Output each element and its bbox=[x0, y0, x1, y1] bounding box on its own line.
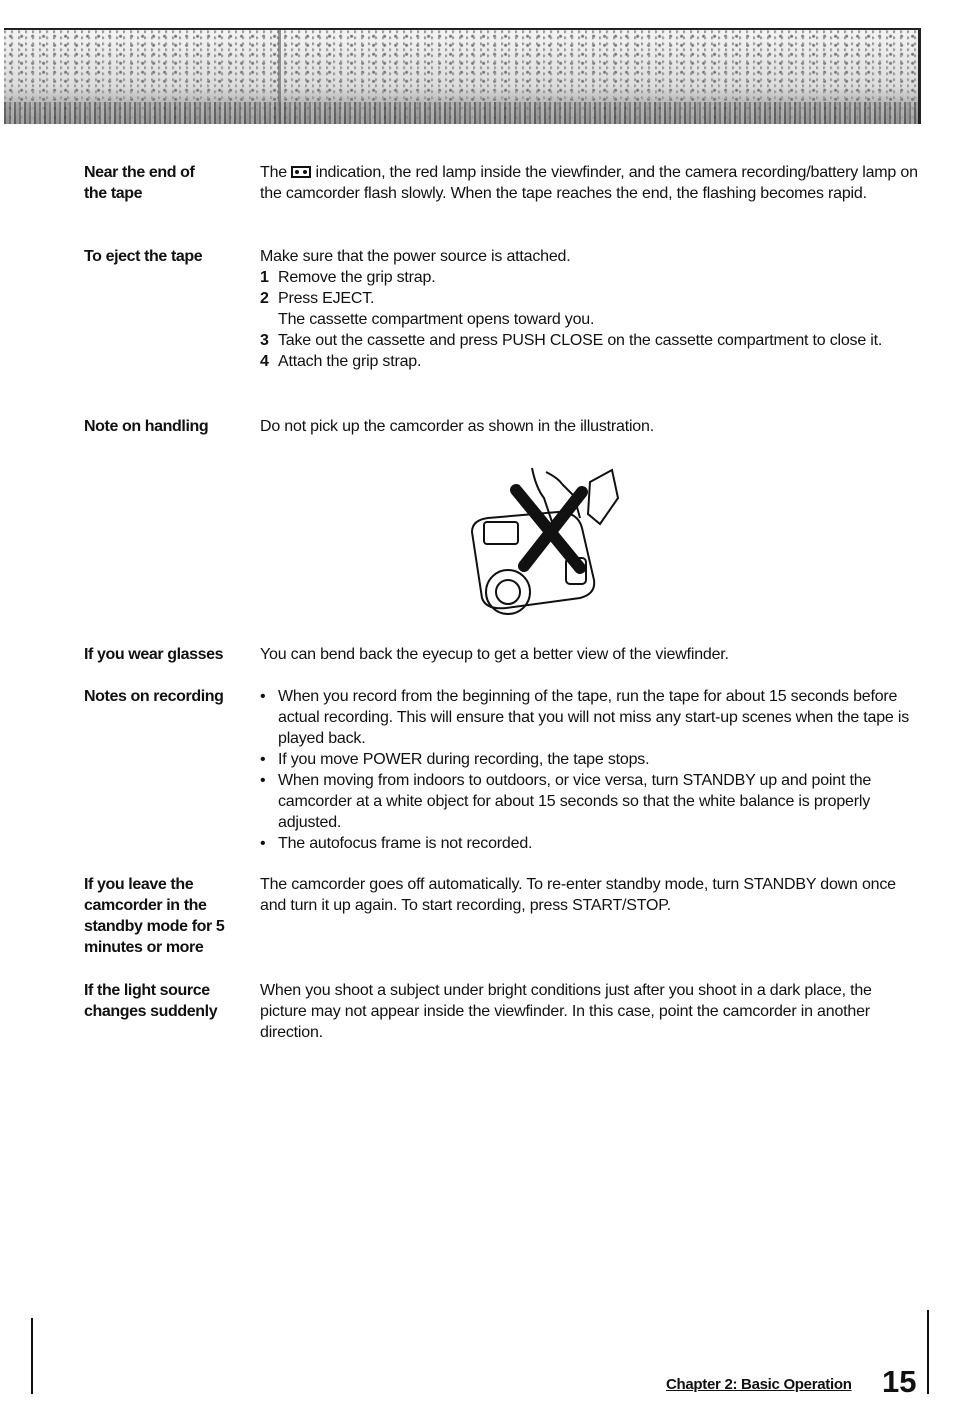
body-text: When you shoot a subject under bright conditions just after you shoot in a dark place, the picture may not appear inside the viewfinder. In this case, point the camcorder in another direction. bbox=[260, 982, 872, 1041]
step-item bbox=[260, 309, 920, 330]
section-label: Near the end of the tape bbox=[84, 164, 195, 202]
section-label: Note on handling bbox=[84, 418, 209, 435]
body-text: The camcorder goes off automatically. To re-enter standby mode, turn STANDBY down once and turn it up again. To start recording, press START/STOP. bbox=[260, 876, 896, 914]
section-label: Notes on recording bbox=[84, 688, 224, 705]
body-text: You can bend back the eyecup to get a better view of the viewfinder. bbox=[260, 646, 729, 663]
section-label: If you wear glasses bbox=[84, 646, 224, 663]
list-item: • When you record from the beginning of the tape, run the tape for about 15 seconds before actual recording. This will ensure that you will not miss any start-up scenes when the tape is played back. bbox=[260, 686, 920, 749]
body-text: The bbox=[260, 164, 292, 181]
step-item bbox=[260, 330, 920, 351]
intro-text: Make sure that the power source is attached. bbox=[260, 248, 571, 265]
camcorder-top-panel bbox=[484, 522, 518, 544]
viewfinder-eyecup bbox=[588, 470, 618, 524]
step-text: Press EJECT. bbox=[278, 290, 375, 307]
step-item bbox=[260, 267, 920, 288]
steps-list bbox=[260, 267, 920, 372]
footer-chapter-title: Chapter 2: Basic Operation bbox=[666, 1376, 852, 1393]
section-body bbox=[260, 980, 920, 1043]
section-label: To eject the tape bbox=[84, 248, 203, 265]
step-item bbox=[260, 288, 920, 309]
step-number: 3 bbox=[260, 332, 269, 349]
body-text: Do not pick up the camcorder as shown in the illustration. bbox=[260, 418, 654, 435]
page-number: 15 bbox=[882, 1364, 917, 1399]
section-body bbox=[260, 416, 920, 437]
header-banner-image bbox=[4, 28, 921, 124]
step-number: 4 bbox=[260, 353, 269, 370]
section-body bbox=[260, 874, 920, 916]
page-edge-line bbox=[31, 1318, 33, 1394]
step-text: Take out the cassette and press PUSH CLOSE on the cassette compartment to close it. bbox=[278, 332, 883, 349]
body-text: indication, the red lamp inside the viewfinder, and the camera recording/battery lamp on the camcorder flash slowly. When the tape reaches the end, the flashing becomes rapid. bbox=[260, 164, 918, 202]
step-item bbox=[260, 351, 920, 372]
section-body bbox=[260, 686, 920, 854]
camcorder-handling-illustration bbox=[462, 462, 632, 622]
section-body bbox=[260, 644, 920, 665]
step-number: 1 bbox=[260, 269, 269, 286]
step-number: 2 bbox=[260, 290, 269, 307]
step-text: Attach the grip strap. bbox=[278, 353, 422, 370]
banner-divider bbox=[278, 30, 281, 124]
camcorder-lens-inner bbox=[496, 580, 520, 604]
step-text: Remove the grip strap. bbox=[278, 269, 436, 286]
page-edge-line bbox=[927, 1310, 929, 1394]
section-body bbox=[260, 246, 920, 372]
notes-list bbox=[260, 686, 920, 854]
section-label: If the light source changes suddenly bbox=[84, 982, 218, 1020]
list-item: • When moving from indoors to outdoors, or vice versa, turn STANDBY up and point the camcorder at a white object for about 15 seconds so that the white balance is properly adjusted. bbox=[260, 770, 920, 833]
list-item: • The autofocus frame is not recorded. bbox=[260, 833, 920, 854]
tape-cassette-icon bbox=[291, 166, 311, 178]
section-label: If you leave the camcorder in the standby mode for 5 minutes or more bbox=[84, 876, 225, 956]
list-item: • If you move POWER during recording, the tape stops. bbox=[260, 749, 920, 770]
section-body bbox=[260, 162, 920, 204]
step-text: The cassette compartment opens toward you. bbox=[278, 311, 595, 328]
